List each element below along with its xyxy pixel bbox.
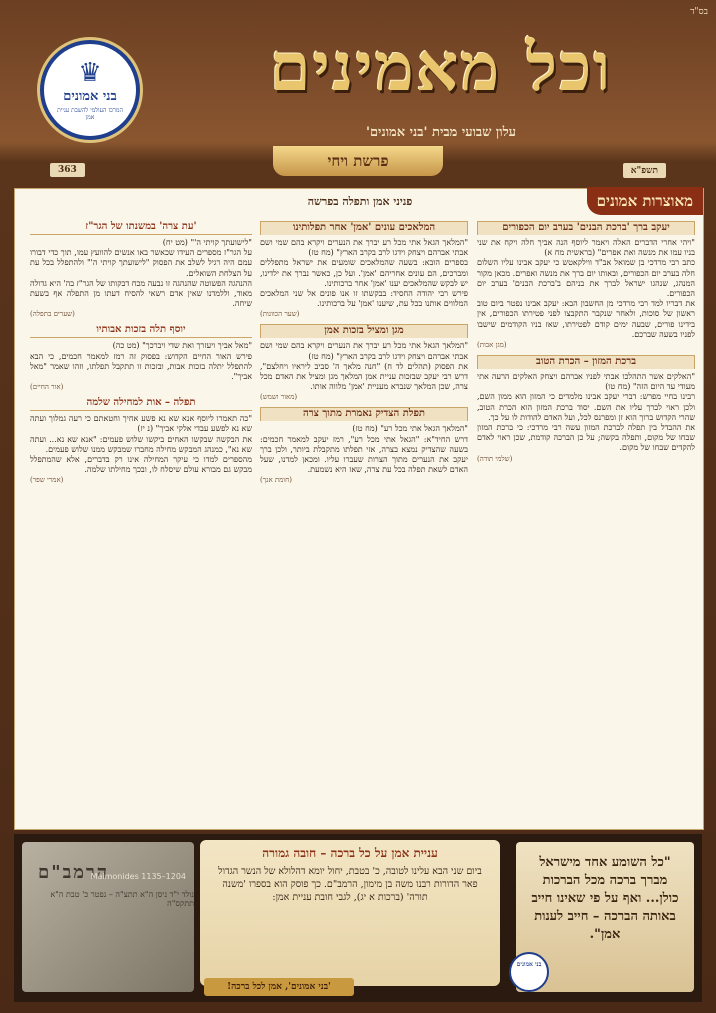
- newsletter-subtitle: עלון שבועי מבית 'בני אמונים': [365, 125, 517, 140]
- article-heading: מגן ומציל בזכות אמן: [260, 324, 468, 338]
- organization-logo: [40, 40, 140, 140]
- rambam-tombstone-image: [22, 842, 194, 992]
- tombstone-english: Maimonides 1135–1204: [90, 872, 186, 881]
- column-middle: [260, 221, 468, 821]
- logo-subtext: המרכז העולמי להשבת עניית אמן: [57, 106, 123, 121]
- column-left: [30, 221, 252, 821]
- column-right: [477, 221, 695, 821]
- info-bar: [50, 160, 666, 180]
- article-source: (שערים בתפלה): [30, 310, 75, 319]
- article-body: "כה תאמרו ליוסף אנא שא נא פשע אחיך וחטאתם כי רעה גמלוך ועתה שא נא לפשע עבדי אלקי אביך" (נ יז) את הבקשה שבקשו האחים ביקשו שלוש פעמים: "אנא שא נא... ועתה שא נא", כמנהג המבקש מחילה מחברו שמבקש ממנו שלוש פעמים. מהספרים למדו כי עיקר המחילה אינו רק בדברים, אלא שהמתפלל מבקש גם מבורא עולם שיסלח לו, ובכך מחילתו שלמה.: [30, 414, 252, 475]
- small-logo: בני אמונים: [509, 952, 549, 992]
- article-source: (אמרי שפר): [30, 476, 64, 485]
- article: [30, 221, 252, 318]
- section-title: מאוצרות אמונים: [587, 187, 703, 215]
- article-heading: תפלת הצדיק נאמרת מתוך צרה: [260, 407, 468, 421]
- article-body: "האלקים אשר התהלכו אבתי לפניו אברהם ויצחק האלקים הרעה אתי מעודי עד היום הזה" (מח טו) רבינו בחיי מפרש: דברי יעקב אבינו מלמדים כי המזון הוא ממון השם, ולכן ראוי לברך עליו את השם. יסוד ברכת המזון הוא הכרת הטוב, שהרי הקדוש ברוך הוא זן ומפרנס לכל, ועל האדם להודות לו על כך. את ההבדל בין תפלה לברכת המזון עשה רבי מרדכי: כי ברכת המזון שבחו של מקום, ותפלה בקשה; על כן הברכה קודמת, שכן ראוי לאדם להקדים שבחו של מקום.: [477, 372, 695, 453]
- article: [260, 324, 468, 401]
- newsletter-title: וכל מאמינים: [269, 28, 613, 106]
- topic-title: פניני אמן ותפלה בפרשה: [307, 195, 413, 208]
- article-body: "ויהי אחרי הדברים האלה ויאמר ליוסף הנה אביך חלה ויקח את שני בניו עמו את מנשה ואת אפרים" (בראשית מח א) כתב רבי מרדכי בן שמואל אב"ד ווילקאטש כי יעקב אבינו עליו השלום חלה בערב יום הכפורים, ובאותו יום ברך את מנשה ואפרים. מכאן מקור המנהג, שנהגו ישראל לברך את בניהם ב'ברכת הבנים' בערב יום הכפורים. את דבריו למד רבי מרדכי מן החשבון הבא: יעקב אבינו נפטר ביום טוב ראשון של סוכות, ולאחר שנקבר התקבצו לפני פטירתו הכפורים, אין בידינו פורים, שבעה ימים קודם לפטירתו, שאז בניו הקודמים שישבו לפניו בשעה שברכם.: [477, 238, 695, 339]
- main-content: [14, 188, 704, 830]
- article-source: (מאור ושמש): [260, 393, 298, 402]
- tombstone-title: הרמב"ם: [38, 862, 110, 883]
- crown-icon: ♛: [78, 57, 102, 88]
- article-heading: תפלה – אות למחילה שלמה: [30, 397, 252, 411]
- article: [477, 221, 695, 349]
- masthead: [0, 16, 716, 142]
- rambam-quote: "כל השומע אחד מישראל מברך ברכה מכל הברכות כולן... ואף על פי שאינו חייב באותה הברכה – חייב לענות אמן".: [531, 855, 679, 942]
- article-body: "לישועתך קויתי ה'" (מט יח) על הגר"ז מספרים העידו שכאשר באו אנשים להוועץ עמו, תוך כדי דבורו עמם היה רגיל לשלב את הפסוק "לישועתך קויתי ה'" ולהתפלל בכל עת על הצלחת השואלים. ההנהגה הפשוטה שהנהגה זו נבעה מכח דבקותו של הגר"ז בה' היא גדולה מאוד, וללמדנו שאין אדם רשאי להסיח דעתו מן התפלה אף בשעת שיחה.: [30, 238, 252, 309]
- bsd-mark: בס"ד: [690, 7, 708, 17]
- article-source: (שלמי תודה): [477, 454, 513, 463]
- article: [30, 324, 252, 391]
- article: [260, 407, 468, 484]
- article-source: (אור החיים): [30, 383, 64, 392]
- announcement-body: ביום שני הבא עלינו לטובה, כ' בטבת, יחול יומא דהלולא של הנשר הגדול פאר הדורות רבנו משה בן מימון, הרמב"ם. כך פוסק הוא בספרו 'משנה תורה' (ברכות א יג), לגבי חובת עניית אמן:: [218, 866, 482, 903]
- article: [477, 355, 695, 463]
- article-heading: יעקב ברך 'ברכת הבנים' בערב יום הכפורים: [477, 221, 695, 235]
- article-body: "המלאך הגאל אתי מכל רע יברך את הנערים ויקרא בהם שמי ושם אבתי אברהם ויצחק וידגו לרב בקרב הארץ" (מח טז) את הפסוק (תהלים לד ח) "חנה מלאך ה' סביב ליראיו ויחלצם", דרש רבי יעקב שבזכות עניית אמן המלאך מגן ומציל את האדם מכל צרה, שכן המלאך שנברא מעניית 'אמן' מלווה אותו.: [260, 341, 468, 392]
- article: [30, 397, 252, 484]
- bottom-banner: [14, 834, 702, 1002]
- tombstone-dates: נולד י"ד ניסן ה"א תתצ"ה – נפטר כ' טבת ה"א תתקס"ה: [50, 890, 194, 908]
- issue-number: 363: [50, 163, 85, 177]
- article: [260, 221, 468, 318]
- article-heading: המלאכים עונים 'אמן' אחר תפלותינו: [260, 221, 468, 235]
- announcement-heading: עניית אמן על כל ברכה – חובה גמורה: [262, 846, 438, 860]
- announcement-scroll: [200, 840, 500, 986]
- article-body: "המלאך הגאל אתי מכל רע יברך את הנערים ויקרא בהם שמי ושם אבתי אברהם ויצחק וידגו לרב בקרב הארץ" (מח טז) בספרים הובא: בשעה שהמלאכים שומעים את ישראל מתפללים ומברכים, הם עונים אחריהם 'אמן'. ועל כן, כאשר נברך את ילדינו, יש לבקש שהמלאכים יענו 'אמן' אחר ברכותינו. פירש רבי יהודה החסיד: בבקשתו זו אנו פונים אל שני המלאכים המלווים אותנו בכל עת, שיענו 'אמן' על ברכותינו.: [260, 238, 468, 309]
- article-heading: 'עת צרה' במשנתו של הגר"ז: [30, 221, 252, 235]
- article-heading: ברכת המזון – הכרת הטוב: [477, 355, 695, 369]
- article-heading: יוסף תלה בזכות אבותיו: [30, 324, 252, 338]
- year-badge: תשפ"א: [623, 163, 666, 178]
- slogan-banner: 'בני אמונים', אמן לכל ברכה!: [204, 978, 354, 996]
- article-source: (חומת אנך): [260, 476, 292, 485]
- article-body: "המלאך הגאל אתי מכל רע" (מח טז) דרש החיד"א: "הגאל אתי מכל רע", רמז יעקב למאמר חכמים: בשעה שהצדיק נמצא בצרה, אזי תפלתו מתקבלת ביותר, ולכן ברך יעקב את הנערים מתוך הצרות שעברו עליו. ומכאן למדנו, שעל האדם לשאת תפלה בכל עת צרה, שאז היא נשמעת.: [260, 424, 468, 475]
- article-source: (שער הכוונות): [260, 310, 300, 319]
- parasha-title: פרשת ויחי: [273, 146, 443, 176]
- logo-name: בני אמונים: [63, 88, 117, 104]
- article-source: (מגן אבות): [477, 341, 507, 350]
- article-body: "מאל אביך ויעזרך ואת שדי ויברכך" (מט כה) פירש האור החיים הקדוש: בפסוק זה רמז למאמר חכמים, כי הבא להתפלל יתלה בזכות אבות, ובזכות זו תתקבל תפלתו, וזהו שאמר "מאל אביך".: [30, 341, 252, 382]
